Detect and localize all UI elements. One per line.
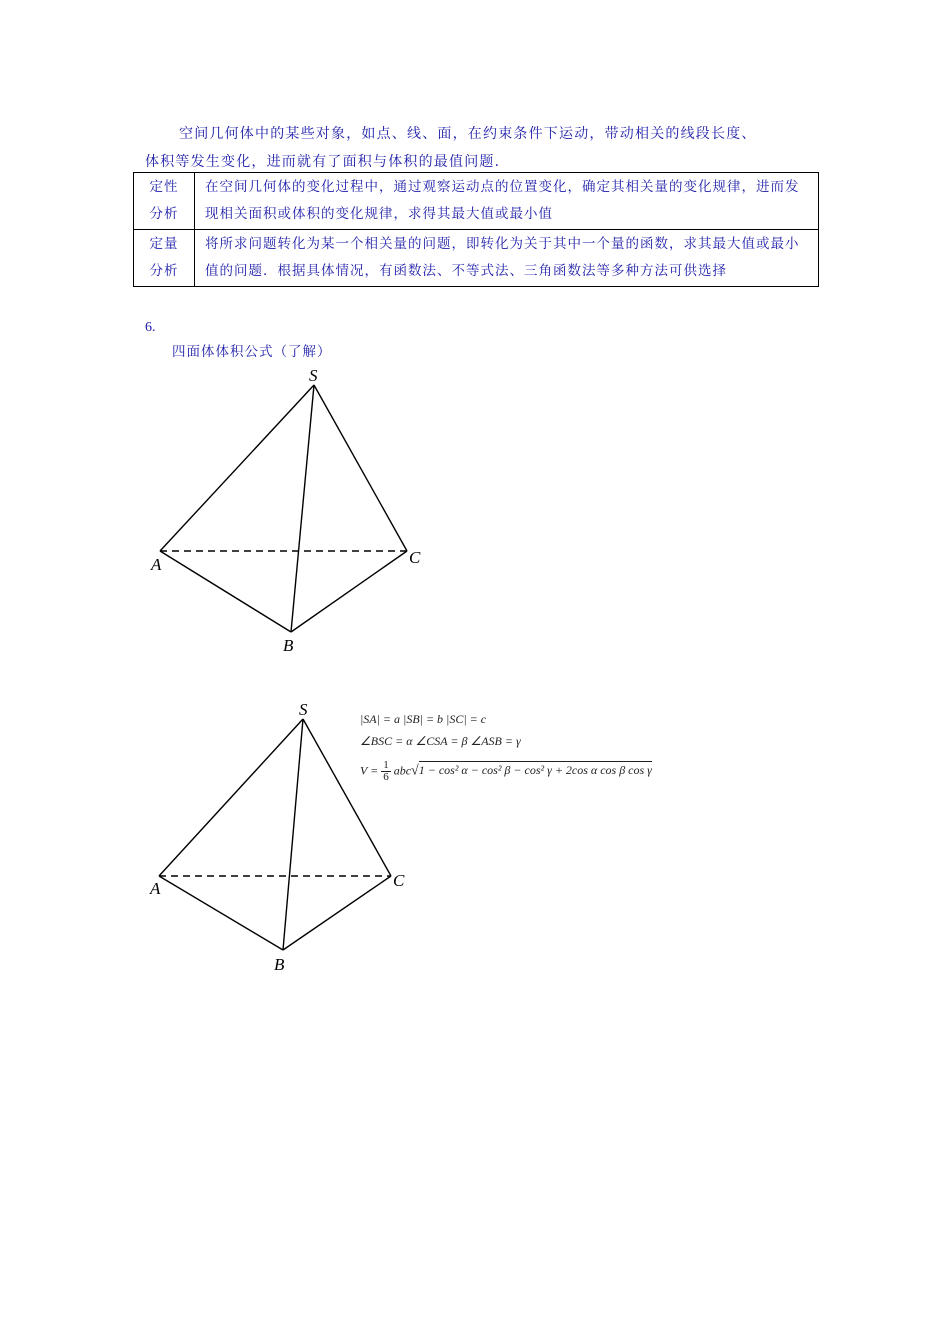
tetrahedron-figure-1 bbox=[160, 385, 407, 632]
edge-sb bbox=[291, 385, 314, 632]
vertex-label-c: C bbox=[409, 548, 421, 567]
edge-sa bbox=[159, 719, 303, 876]
volume-abc: abc bbox=[393, 763, 412, 778]
intro-line-1: 空间几何体中的某些对象，如点、线、面，在约束条件下运动，带动相关的线段长度、 bbox=[179, 126, 757, 142]
row-body: 在空间几何体的变化过程中，通过观察运动点的位置变化，确定其相关量的变化规律，进而发现相关面积或体积的变化规律，求得其最大值或最小值 bbox=[195, 173, 819, 230]
intro-line-2: 体积等发生变化，进而就有了面积与体积的最值问题. bbox=[145, 154, 501, 170]
formula-edge-lengths: |SA| = a |SB| = b |SC| = c bbox=[360, 712, 487, 726]
vertex-label-b: B bbox=[274, 955, 285, 974]
fraction-denominator: 6 bbox=[383, 771, 389, 783]
section-number: 6. bbox=[145, 320, 156, 335]
vertex-label-a: A bbox=[151, 555, 162, 574]
edge-bc bbox=[291, 551, 407, 632]
tetrahedron-figure-2 bbox=[159, 719, 391, 950]
row-header-line-2: 分析 bbox=[149, 206, 179, 222]
row-body: 将所求问题转化为某一个相关量的问题，即转化为关于其中一个量的函数，求其最大值或最小值的问题．根据具体情况，有函数法、不等式法、三角函数法等多种方法可供选择 bbox=[195, 230, 819, 287]
formula-volume bbox=[360, 760, 652, 783]
row-header-line-1: 定量 bbox=[149, 236, 179, 252]
fraction-numerator: 1 bbox=[383, 759, 389, 771]
edge-sb bbox=[283, 719, 303, 950]
section-title: 四面体体积公式（了解） bbox=[172, 344, 332, 360]
vertex-label-a: A bbox=[150, 879, 161, 898]
formula-face-angles: ∠BSC = α ∠CSA = β ∠ASB = γ bbox=[360, 734, 521, 748]
vertex-label-s: S bbox=[299, 700, 308, 719]
edge-ab bbox=[159, 876, 283, 950]
edge-sc bbox=[314, 385, 407, 551]
sqrt-radicand: 1 − cos² α − cos² β − cos² γ + 2cos α cos β cos γ bbox=[418, 763, 652, 778]
vertex-label-c: C bbox=[393, 871, 405, 890]
row-header-line-1: 定性 bbox=[149, 179, 179, 195]
vertex-label-s: S bbox=[309, 366, 318, 385]
sqrt-sign: √ bbox=[411, 763, 419, 779]
vertex-label-b: B bbox=[283, 636, 294, 655]
edge-ab bbox=[160, 551, 291, 632]
edge-sa bbox=[160, 385, 314, 551]
row-header-line-2: 分析 bbox=[149, 263, 179, 279]
volume-prefix: V = bbox=[360, 763, 382, 778]
edge-bc bbox=[283, 876, 391, 950]
